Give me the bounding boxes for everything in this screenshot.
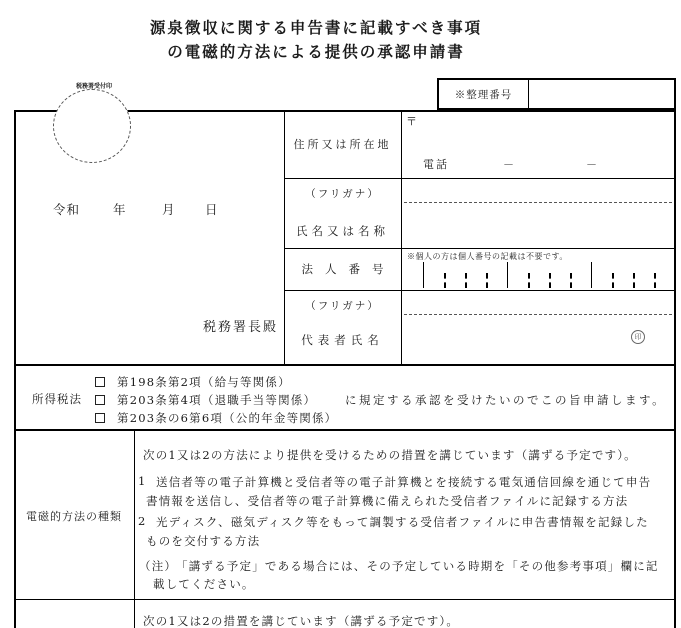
date-year-label: 年 xyxy=(113,202,126,217)
corporate-number-note: ※個人の方は個人番号の記載は不要です。 xyxy=(407,252,568,261)
corporate-number-label: 法人番号 xyxy=(301,262,396,276)
table-divider xyxy=(134,429,135,628)
digit-separator xyxy=(633,273,635,288)
reception-stamp-label: 税務署受付印 xyxy=(75,83,112,90)
representative-name-field[interactable] xyxy=(402,290,674,365)
reference-number-field[interactable] xyxy=(529,80,674,108)
law-option-salary: 第198条第2項（給与等関係） xyxy=(117,375,291,389)
page-title-line1: 源泉徴収に関する申告書に記載すべき事項 xyxy=(149,18,483,37)
date-day-label: 日 xyxy=(205,202,218,217)
digit-separator xyxy=(444,273,446,288)
digit-separator xyxy=(528,273,530,288)
law-option-pension: 第203条の6第6項（公的年金等関係） xyxy=(117,411,338,425)
law-option-retirement: 第203条第4項（退職手当等関係） xyxy=(117,393,317,407)
name-furigana-label: （フリガナ） xyxy=(305,187,380,200)
income-tax-law-label: 所得税法 xyxy=(32,392,82,406)
reference-number-box xyxy=(437,78,676,110)
table-divider xyxy=(14,429,676,431)
reference-number-label: ※整理番号 xyxy=(439,80,529,108)
tax-office-addressee: 税務署長殿 xyxy=(202,320,278,335)
method-item1-number: 1 xyxy=(138,474,147,488)
checkbox-article-203-4[interactable] xyxy=(95,395,105,405)
digit-separator xyxy=(507,262,508,288)
table-divider xyxy=(14,599,676,600)
method-note-line2: 載してください。 xyxy=(153,577,255,591)
method-note-line1: 「講ずる予定」である場合には、その予定している時期を「その他参考事項」欄に記 xyxy=(176,559,659,573)
method-item1-line1: 送信者等の電子計算機と受信者等の電子計算機とを接続する電気通信回線を通じて申告 xyxy=(156,475,652,489)
electromagnetic-method-label: 電磁的方法の種類 xyxy=(26,510,122,523)
digit-separator xyxy=(654,273,656,288)
method-item2-line2: ものを交付する方法 xyxy=(146,534,261,548)
page-title-line2: の電磁的方法による提供の承認申請書 xyxy=(167,42,465,61)
phone-label: 電話 xyxy=(423,158,449,171)
name-label: 氏名又は名称 xyxy=(296,224,389,238)
seal-mark: 印 xyxy=(631,330,645,344)
name-field[interactable] xyxy=(402,178,674,248)
digit-separator xyxy=(549,273,551,288)
digit-separator xyxy=(591,262,592,288)
date-month-label: 月 xyxy=(162,202,175,217)
representative-furigana-label: （フリガナ） xyxy=(305,299,380,312)
digit-separator xyxy=(423,262,424,288)
method-item2-number: 2 xyxy=(138,514,147,528)
method-item1-line2: 書情報を送信し、受信者等の電子計算機に備えられた受信者ファイルに記録する方法 xyxy=(146,494,629,508)
application-statement: に規定する承認を受けたいのでこの旨申請します。 xyxy=(345,393,667,407)
corporate-number-field[interactable] xyxy=(402,248,674,290)
method-note-label: （注） xyxy=(139,559,178,573)
reception-stamp-circle xyxy=(53,89,131,163)
checkbox-article-198-2[interactable] xyxy=(95,377,105,387)
method-item2-line1: 光ディスク、磁気ディスク等をもって調製する受信者ファイルに申告書情報を記録した xyxy=(156,515,649,529)
representative-name-label: 代表者氏名 xyxy=(301,333,384,347)
phone-separator: － xyxy=(503,158,514,171)
digit-separator xyxy=(570,273,572,288)
page-title xyxy=(0,16,632,64)
address-label: 住所又は所在地 xyxy=(293,138,392,151)
date-era-label: 令和 xyxy=(53,202,81,217)
digit-separator xyxy=(465,273,467,288)
digit-separator xyxy=(486,273,488,288)
digit-separator xyxy=(612,273,614,288)
checkbox-article-203-6-6[interactable] xyxy=(95,413,105,423)
measures-intro-text: 次の1又は2の措置を講じています（講ずる予定です）。 xyxy=(143,614,460,628)
phone-separator: － xyxy=(586,158,597,171)
method-intro-text: 次の1又は2の方法により提供を受けるための措置を講じています（講ずる予定です）。 xyxy=(143,448,637,462)
postal-code-mark: 〒 xyxy=(406,115,417,128)
